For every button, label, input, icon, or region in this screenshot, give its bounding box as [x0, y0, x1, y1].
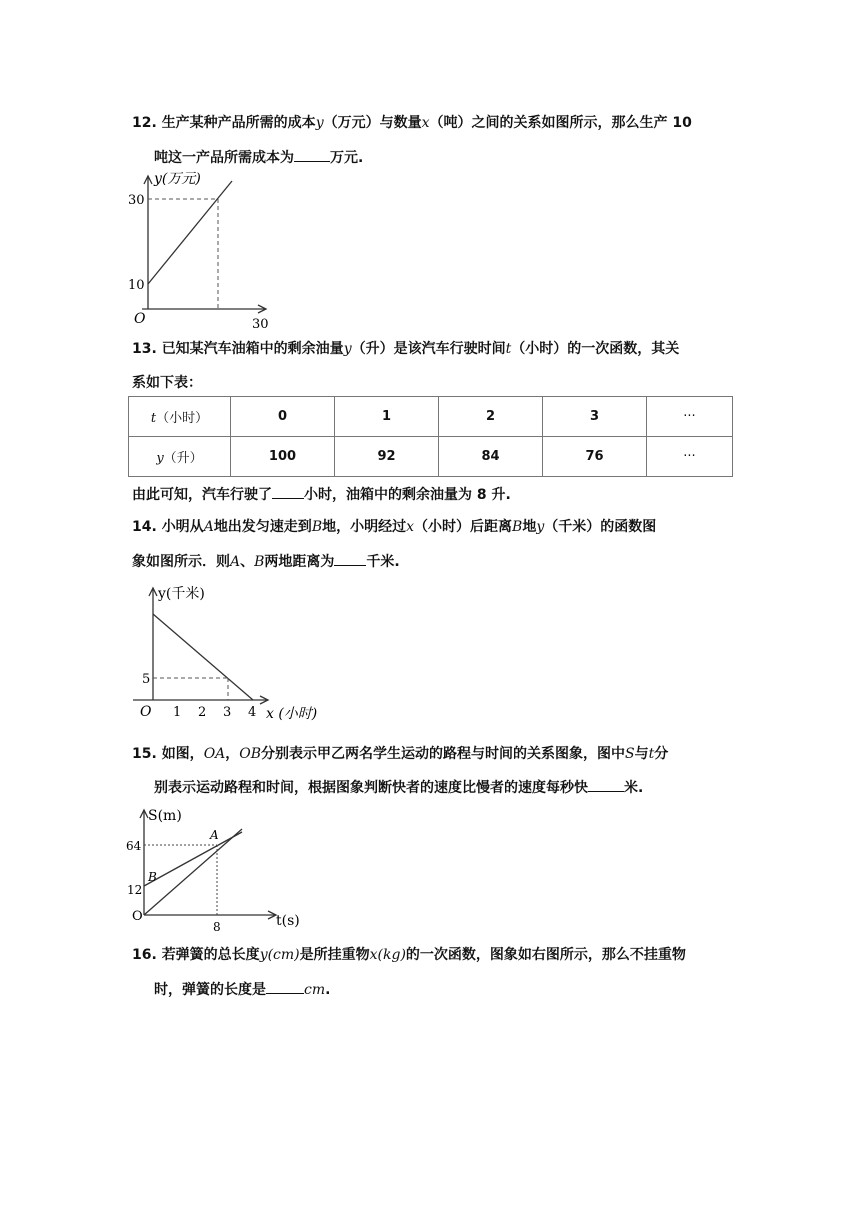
- q16-line1: [132, 944, 686, 964]
- header-unit-liters: （升）: [163, 451, 203, 466]
- q14-graph: [128, 582, 348, 722]
- q16-answer-blank: [266, 981, 304, 994]
- q14-line2-a: 象如图所示．则: [132, 554, 230, 570]
- table-header-t: [129, 397, 231, 437]
- q12-var-y: y: [315, 115, 324, 131]
- q12-line1: [132, 112, 692, 132]
- q15-y-label: S(m): [148, 808, 182, 824]
- q14-var-y: y: [536, 519, 545, 535]
- table-row: [129, 437, 733, 477]
- q14-x-tick-3: 3: [223, 705, 232, 720]
- q15-text-e: 分: [654, 746, 669, 762]
- q14-number: 14.: [132, 519, 157, 535]
- q12-origin: O: [134, 311, 146, 327]
- q12-text-b: （万元）与数量: [323, 115, 422, 131]
- q14-text-f: （千米）的函数图: [544, 519, 657, 535]
- q15-text-c: 分别表示甲乙两名学生运动的路程与时间的关系图象，图中: [261, 746, 626, 762]
- q14-var-b: B: [311, 519, 323, 535]
- q16-text-a: 若弹簧的总长度: [161, 947, 260, 963]
- q15-var-s: S: [625, 746, 635, 762]
- q15-var-ob: OB: [239, 746, 262, 762]
- q13-table: [128, 396, 733, 477]
- q15-line1: [132, 743, 668, 763]
- q16-expr-x: x(kg): [369, 947, 406, 963]
- q12-answer-blank: [294, 149, 330, 162]
- q12-cost-line: [148, 181, 232, 284]
- point-b-label: B: [148, 870, 157, 884]
- q15-x-tick-8: 8: [213, 920, 221, 934]
- q13-line3-pre: 由此可知，汽车行驶了: [132, 487, 272, 503]
- table-cell: 100: [231, 437, 335, 477]
- q12-y-label: y(万元): [154, 171, 201, 187]
- q14-x-tick-2: 2: [198, 705, 207, 720]
- q15-answer-blank: [588, 779, 624, 792]
- q13-var-y: y: [343, 341, 352, 357]
- q13-line1: [132, 338, 679, 358]
- q16-expr-y: y(cm): [259, 947, 300, 963]
- q15-y-tick-12: 12: [127, 883, 143, 897]
- q12-graph: [118, 168, 278, 333]
- q14-x-tick-1: 1: [173, 705, 182, 720]
- q14-var-a2: A: [230, 554, 241, 570]
- q15-var-oa: OA: [203, 746, 226, 762]
- q13-text-b: （升）是该汽车行驶时间: [351, 341, 506, 357]
- q13-number: 13.: [132, 341, 157, 357]
- q14-text-e: 地: [522, 519, 537, 535]
- q16-line2-pre: 时，弹簧的长度是: [154, 982, 266, 998]
- q14-origin: O: [140, 704, 152, 720]
- q14-var-x: x: [406, 519, 415, 535]
- q14-line2: [132, 551, 400, 571]
- q12-text-c: （吨）之间的关系如图所示，那么生产 10: [429, 115, 692, 131]
- q14-text-b: 地出发匀速走到: [213, 519, 312, 535]
- q16-text-c: 的一次函数，图象如右图所示，那么不挂重物: [405, 947, 686, 963]
- q13-var-t: t: [505, 341, 512, 357]
- line-ob: [144, 832, 242, 886]
- line-oa: [144, 829, 242, 915]
- q15-origin: O: [132, 909, 143, 924]
- table-cell: 0: [231, 397, 335, 437]
- table-cell: 1: [335, 397, 439, 437]
- q14-var-b2: B: [512, 519, 523, 535]
- q14-text-d: （小时）后距离: [414, 519, 513, 535]
- q12-text-a: 生产某种产品所需的成本: [161, 115, 316, 131]
- q14-x-tick-4: 4: [248, 705, 257, 720]
- point-a-label: A: [210, 828, 219, 842]
- table-cell: 76: [543, 437, 647, 477]
- table-cell: 3: [543, 397, 647, 437]
- q16-unit-cm: cm: [304, 982, 326, 998]
- q12-number: 12.: [132, 115, 157, 131]
- q12-y-tick-10: 10: [128, 278, 145, 293]
- q15-number: 15.: [132, 746, 157, 762]
- q14-line2-d: 千米.: [366, 554, 400, 570]
- q16-number: 16.: [132, 947, 157, 963]
- q12-line2: [154, 147, 363, 167]
- q15-y-tick-64: 64: [126, 839, 142, 853]
- q13-line3: [132, 484, 511, 504]
- table-cell: ···: [647, 437, 733, 477]
- q14-line2-c: 两地距离为: [264, 554, 335, 570]
- q13-text-c: （小时）的一次函数，其关: [511, 341, 680, 357]
- table-header-y: [129, 437, 231, 477]
- q13-answer-blank: [272, 486, 304, 499]
- q14-line1: [132, 516, 656, 536]
- q13-text-a: 已知某汽车油箱中的剩余油量: [161, 341, 344, 357]
- q16-line2: [154, 979, 330, 999]
- q14-x-label: x (小时): [266, 706, 318, 722]
- q13-line3-post: 小时，油箱中的剩余油量为 8 升.: [304, 487, 511, 503]
- table-cell: 84: [439, 437, 543, 477]
- q14-var-a: A: [203, 519, 214, 535]
- table-cell: 2: [439, 397, 543, 437]
- header-unit-hours: （小时）: [156, 411, 209, 426]
- q14-line2-b: 、: [240, 554, 255, 570]
- q15-text-a: 如图，: [161, 746, 204, 762]
- q14-var-b3: B: [254, 554, 265, 570]
- q12-line2-post: 万元.: [330, 150, 364, 166]
- q14-answer-blank: [334, 553, 366, 566]
- q15-x-label: t(s): [276, 913, 300, 929]
- q13-line2: 系如下表：: [132, 375, 202, 391]
- q15-text-b: ，: [225, 746, 240, 762]
- q15-line2-post: 米.: [624, 780, 644, 796]
- header-var-y: y: [156, 451, 164, 466]
- q12-line2-pre: 吨这一产品所需成本为: [154, 150, 294, 166]
- q15-graph: [124, 802, 304, 932]
- q14-y-tick-5: 5: [142, 672, 151, 687]
- q14-distance-line: [153, 614, 253, 700]
- q16-text-b: 是所挂重物: [299, 947, 370, 963]
- q14-text-c: 地，小明经过: [322, 519, 407, 535]
- q12-x-tick-30: 30: [252, 317, 269, 332]
- q14-y-label: y(千米): [158, 586, 205, 602]
- q15-line2-pre: 别表示运动路程和时间，根据图象判断快者的速度比慢者的速度每秒快: [154, 780, 588, 796]
- q14-text-a: 小明从: [161, 519, 204, 535]
- table-cell: ···: [647, 397, 733, 437]
- header-var-t: t: [150, 411, 157, 426]
- q12-var-x: x: [421, 115, 430, 131]
- q15-text-d: 与: [634, 746, 649, 762]
- q15-var-t: t: [648, 746, 655, 762]
- q16-line2-end: .: [325, 982, 331, 998]
- q15-line2: [154, 777, 643, 797]
- table-cell: 92: [335, 437, 439, 477]
- table-row: [129, 397, 733, 437]
- q12-y-tick-30: 30: [128, 193, 145, 208]
